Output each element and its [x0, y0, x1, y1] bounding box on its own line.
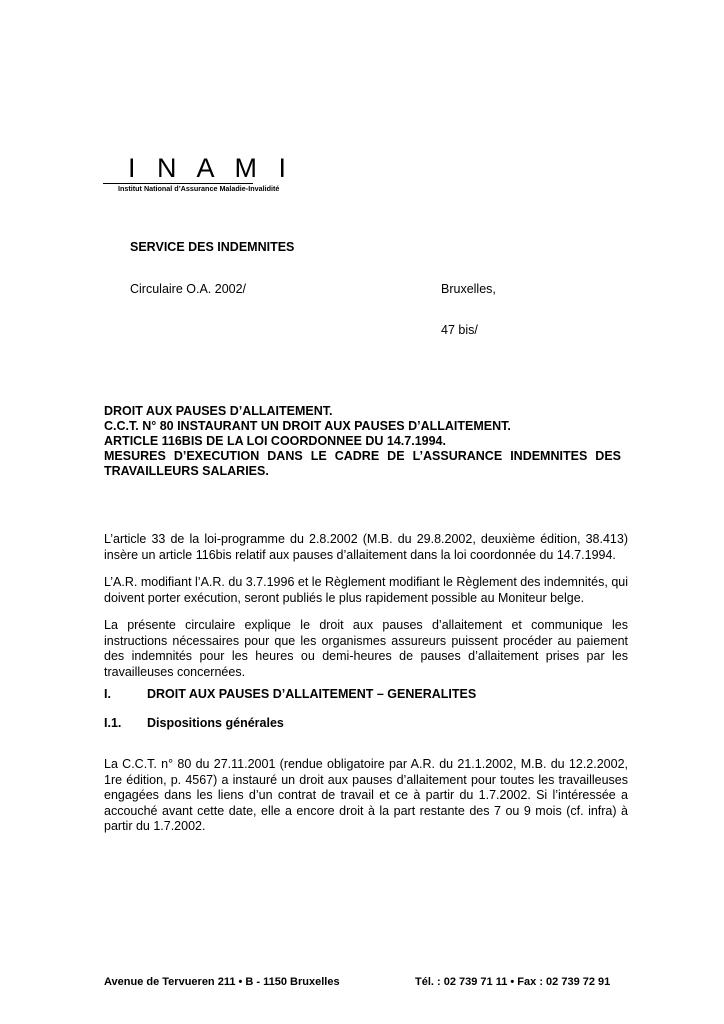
title-line: ARTICLE 116BIS DE LA LOI COORDONNEE DU 14.7.1994.	[104, 434, 446, 448]
purpose-paragraph: La présente circulaire explique le droit aux pauses d’allaitement et communique les instructions nécessaires pour que les organismes assureurs puissent procéder au paiement des indemnités pour les heures ou demi-heures de pauses d’allaitement prises par les travailleuses concernées.	[104, 618, 628, 679]
inami-logo: I N A M I	[128, 153, 294, 183]
service-heading: SERVICE DES INDEMNITES	[130, 240, 295, 254]
title-line: MESURES D’EXECUTION DANS LE CADRE DE L’ASSURANCE INDEMNITES DES	[104, 449, 621, 463]
institute-name: Institut National d’Assurance Maladie-Invalidité	[118, 184, 280, 193]
footer-address: Avenue de Tervueren 211 • B - 1150 Bruxelles	[104, 976, 340, 988]
footer-contact: Tél. : 02 739 71 11 • Fax : 02 739 72 91	[415, 976, 611, 988]
execution-paragraph: L’A.R. modifiant l’A.R. du 3.7.1996 et le Règlement modifiant le Règlement des indemnités, qui doivent porter exécution, seront publiés le plus rapidement possible au Moniteur belge.	[104, 575, 628, 605]
title-line: DROIT AUX PAUSES D’ALLAITEMENT.	[104, 404, 333, 418]
city-date: Bruxelles,	[441, 282, 496, 296]
circular-reference: Circulaire O.A. 2002/	[130, 282, 247, 296]
intro-paragraph: L’article 33 de la loi-programme du 2.8.2002 (M.B. du 29.8.2002, deuxième édition, 38.413) insère un article 116bis relatif aux pauses d’allaitement dans la loi coordonnée du 14.7.1994.	[104, 532, 628, 562]
subsection-number: I.1.	[104, 716, 122, 730]
section-title: DROIT AUX PAUSES D’ALLAITEMENT – GENERALITES	[147, 687, 477, 701]
section-number: I.	[104, 687, 111, 701]
document-ref: 47 bis/	[441, 323, 478, 337]
document-title	[104, 404, 621, 479]
title-line: C.C.T. N° 80 INSTAURANT UN DROIT AUX PAUSES D’ALLAITEMENT.	[104, 419, 511, 433]
title-line: TRAVAILLEURS SALARIES.	[104, 464, 269, 478]
subsection-title: Dispositions générales	[147, 716, 284, 730]
cct-paragraph: La C.C.T. n° 80 du 27.11.2001 (rendue obligatoire par A.R. du 21.1.2002, M.B. du 12.2.2002, 1re édition, p. 4567) a instauré un droit aux pauses d’allaitement pour toutes les travailleuses engagées dans les liens d’un contrat de travail et ce à partir du 1.7.2002. Si l’intéressée a accouché avant cette date, elle a encore droit à la part restante des 7 ou 9 mois (cf. infra) à partir du 1.7.2002.	[104, 757, 628, 833]
